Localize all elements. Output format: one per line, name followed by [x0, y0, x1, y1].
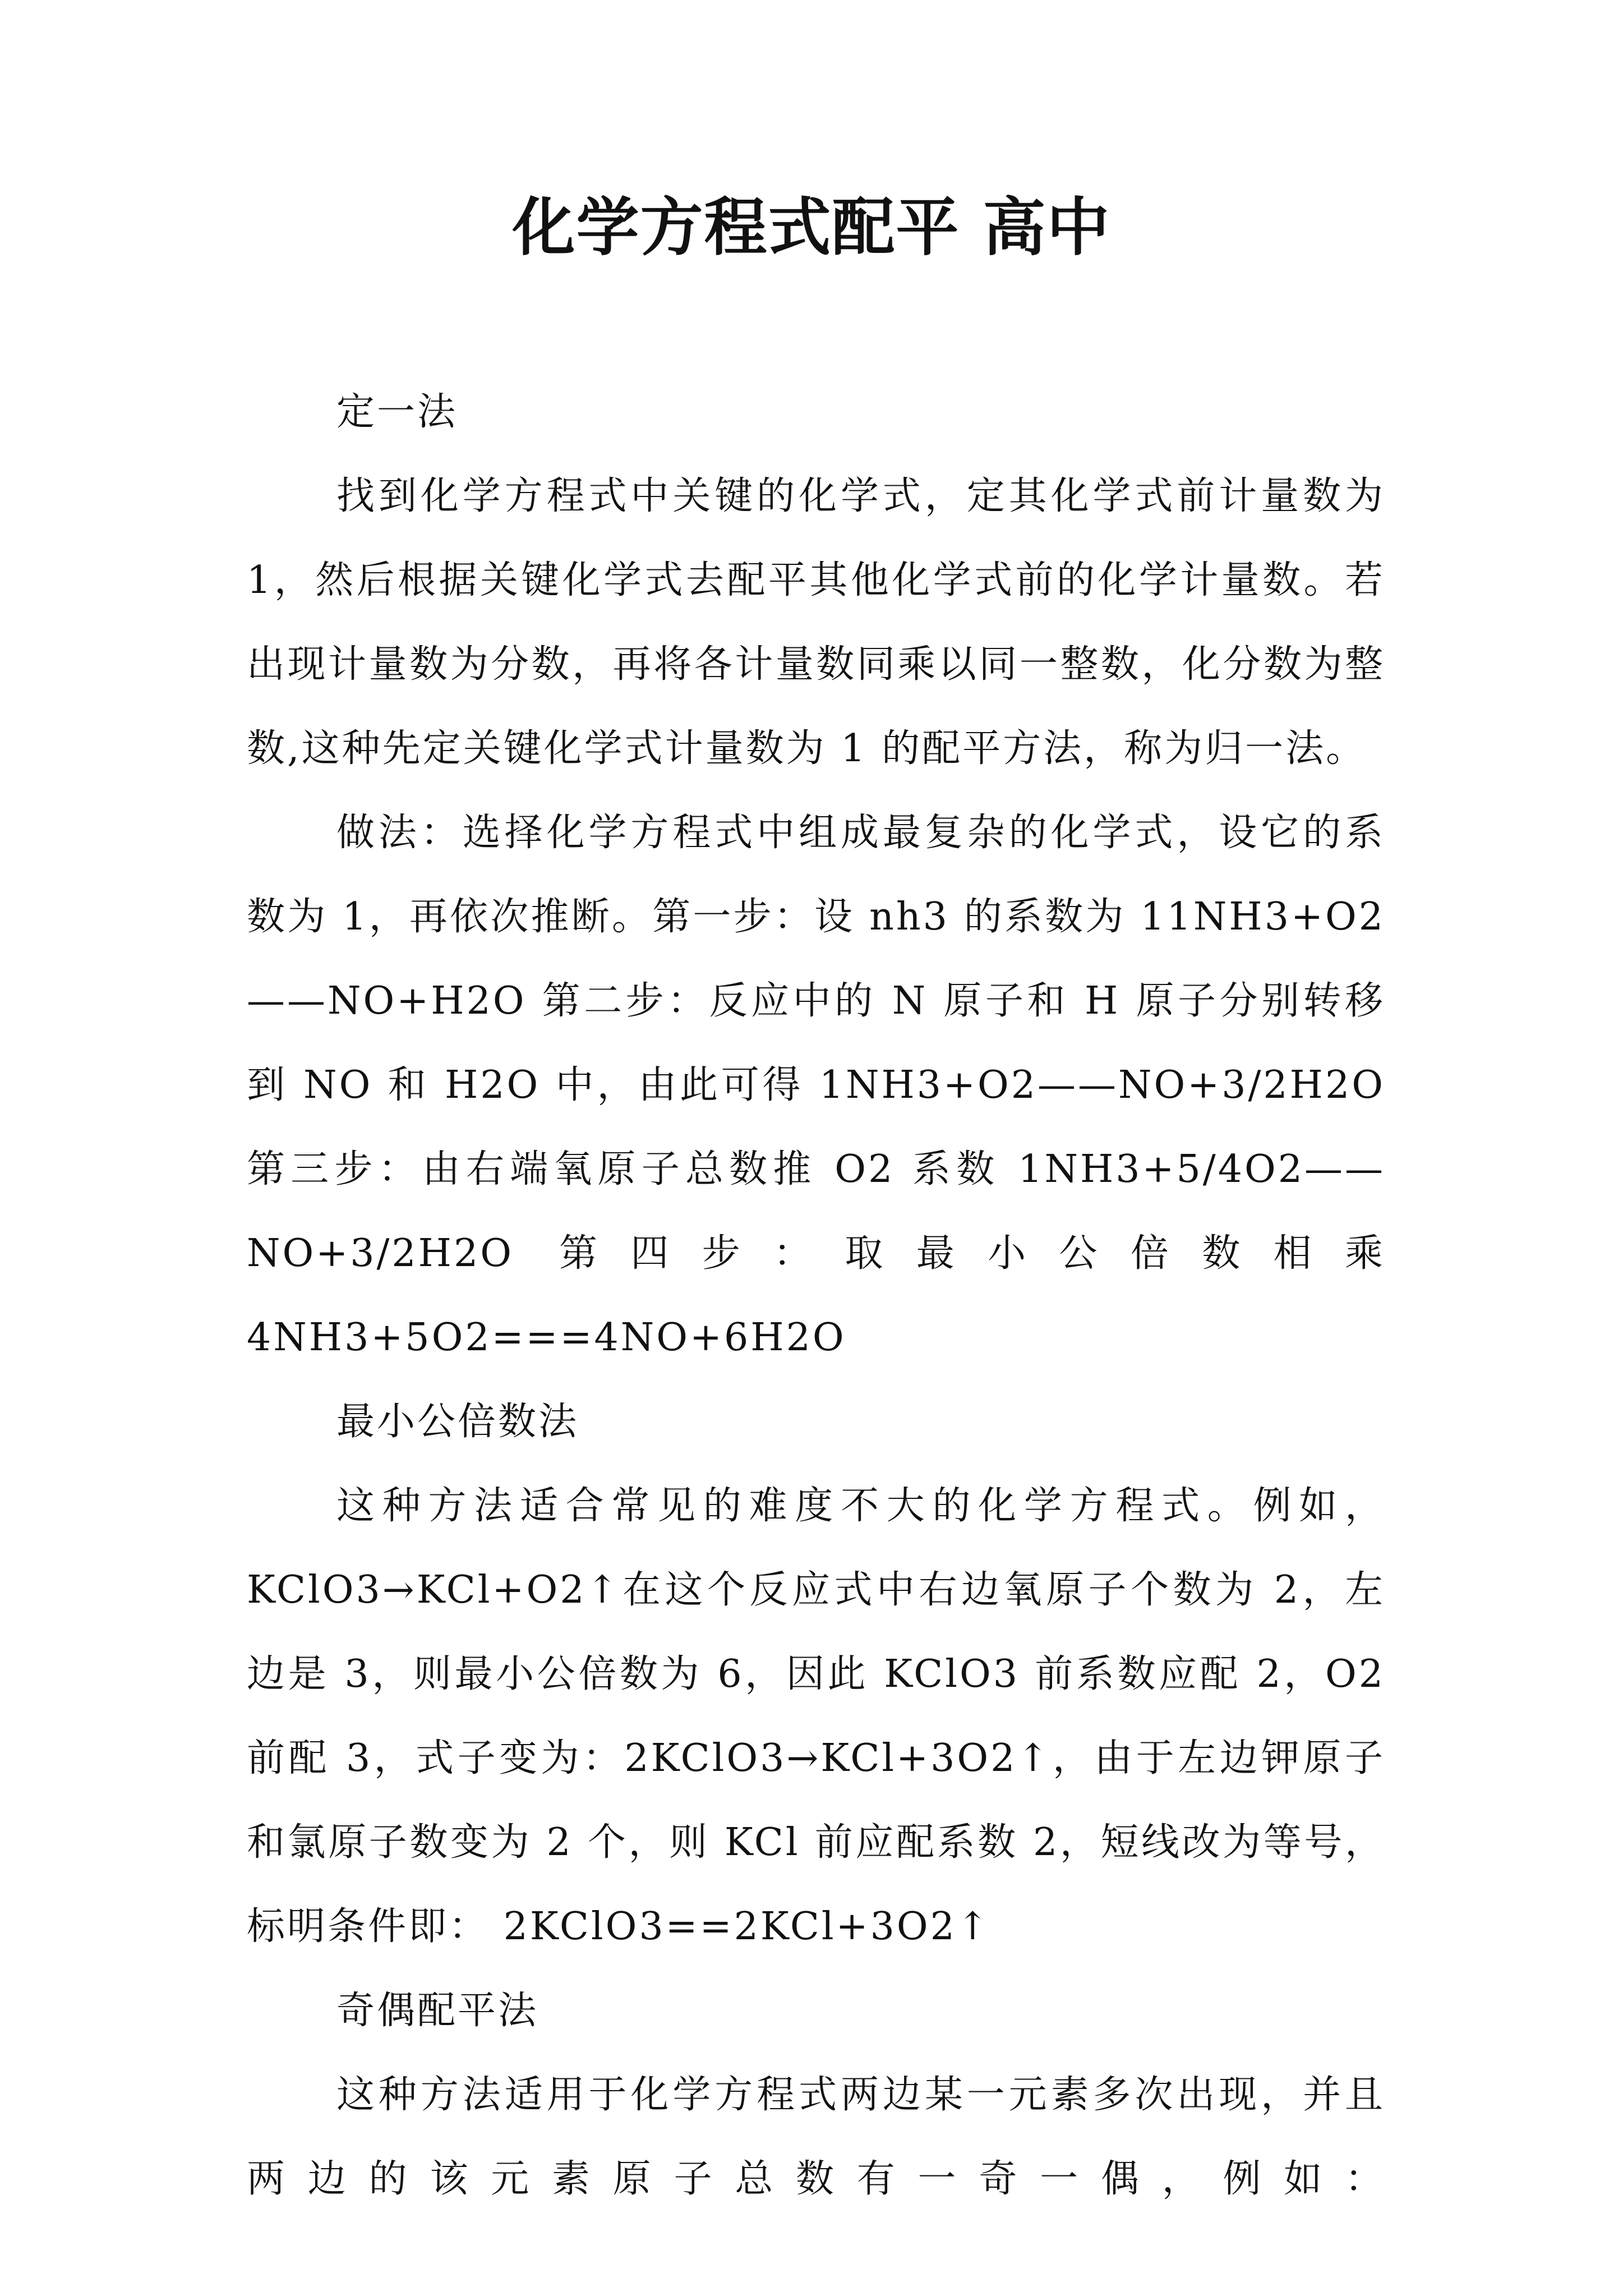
- paragraph-dingyi-definition: 找到化学方程式中关键的化学式，定其化学式前计量数为 1，然后根据关键化学式去配平其他化学式前的化学计量数。若出现计量数为分数，再将各计量数同乘以同一整数，化分数为整数,这种先定关键化学式计量数为 1 的配平方法，称为归一法。: [247, 474, 1385, 771]
- paragraph-odd-even-intro: 这种方法适用于化学方程式两边某一元素多次出现，并且两边的该元素原子总数有一奇一偶，例如：: [247, 2073, 1385, 2201]
- section-heading-odd-even: 奇偶配平法: [336, 1989, 539, 2033]
- section-heading-dingyi: 定一法: [336, 390, 458, 434]
- page-title: 化学方程式配平 高中: [512, 191, 1111, 264]
- section-heading-lcm: 最小公倍数法: [336, 1400, 579, 1444]
- document-body: [247, 370, 1385, 2221]
- paragraph-lcm-example: 这种方法适合常见的难度不大的化学方程式。例如，KClO3→KCl+O2↑在这个反应式中右边氧原子个数为 2，左边是 3，则最小公倍数为 6，因此 KClO3 前系数应配 2，O2 前配 3，式子变为：2KClO3→KCl+3O2↑，由于左边钾原子和氯原子数变为 2 个，则 KCl 前应配系数 2，短线改为等号，标明条件即： 2KClO3==2KCl+3O2↑: [247, 1484, 1385, 1949]
- paragraph-dingyi-method: 做法：选择化学方程式中组成最复杂的化学式，设它的系数为 1，再依次推断。第一步：设 nh3 的系数为 11NH3+O2——NO+H2O 第二步：反应中的 N 原子和 H 原子分别转移到 NO 和 H2O 中，由此可得 1NH3+O2——NO+3/2H2O 第三步：由右端氧原子总数推 O2 系数 1NH3+5/4O2——NO+3/2H2O 第四步：取最小公倍数相乘 4NH3+5O2===4NO+6H2O: [247, 811, 1385, 1360]
